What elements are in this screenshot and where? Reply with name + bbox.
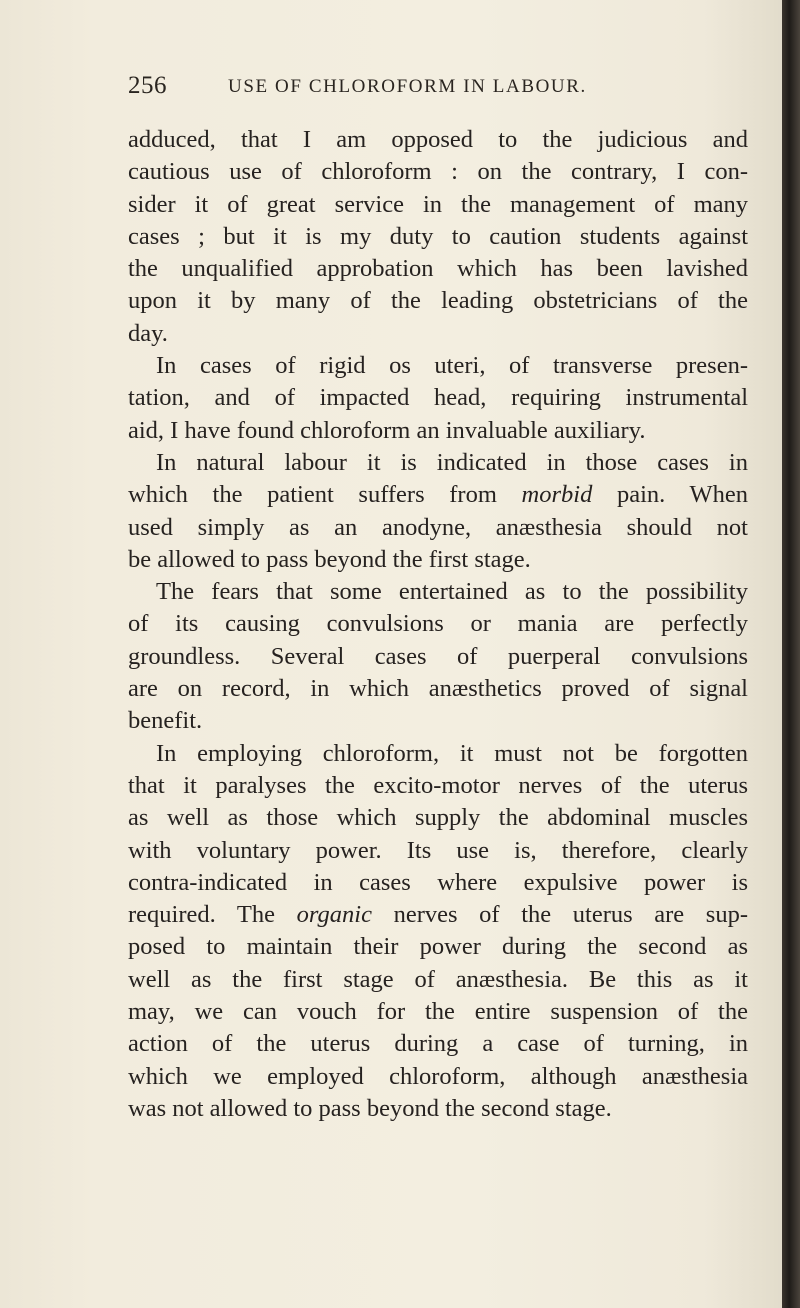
text-line: cases ; but it is my duty to caution students against [128,222,748,250]
text-line: was not allowed to pass beyond the second stage. [128,1094,612,1122]
text-line: as well as those which supply the abdominal muscles [128,804,748,832]
text-line: which the patient suffers from morbid pain. When [128,481,748,509]
text-line: of its causing convulsions or mania are perfectly [128,610,748,638]
text-line: benefit. [128,707,203,735]
text-line: may, we can vouch for the entire suspension of the [128,998,748,1026]
emphasis: morbid [521,481,593,509]
emphasis: organic [296,901,372,929]
running-head: USE OF CHLOROFORM IN LABOUR. [228,76,587,97]
text-line: with voluntary power. Its use is, therefore, clearly [128,836,748,864]
text-line: In natural labour it is indicated in those cases in [156,448,748,476]
text-line: In employing chloroform, it must not be forgotten [156,739,748,767]
book-gutter [782,0,800,1308]
text-line: The fears that some entertained as to the possibility [156,578,748,606]
text-line: tation, and of impacted head, requiring instrumental [128,384,748,412]
text-line: day. [128,319,168,347]
text-line: aid, I have found chloroform an invaluable auxiliary. [128,416,646,444]
text-line: well as the first stage of anæsthesia. Be this as it [128,965,748,993]
text-line: the unqualified approbation which has been lavished [128,255,748,283]
text-line: that it paralyses the excito-motor nerves of the uterus [128,771,748,799]
text-line: used simply as an anodyne, anæsthesia should not [128,513,748,541]
text-line: adduced, that I am opposed to the judicious and [128,126,748,153]
text-line: sider it of great service in the management of many [128,190,748,218]
page-number: 256 [128,72,167,99]
text-line: be allowed to pass beyond the first stage. [128,545,531,573]
text-line: cautious use of chloroform : on the contrary, I con- [128,158,748,186]
text-line: upon it by many of the leading obstetricians of the [128,287,748,315]
text-line: action of the uterus during a case of turning, in [128,1030,748,1058]
body-text [128,124,748,1125]
text-line: In cases of rigid os uteri, of transverse presen- [156,352,748,380]
text-line: required. The organic nerves of the uterus are sup- [128,901,748,929]
text-line: groundless. Several cases of puerperal convulsions [128,642,748,670]
text-line: are on record, in which anæsthetics proved of signal [128,675,748,703]
text-line: which we employed chloroform, although anæsthesia [128,1062,748,1090]
text-line: posed to maintain their power during the second as [128,933,748,961]
text-line: contra-indicated in cases where expulsive power is [128,868,748,896]
page-header [128,72,688,106]
